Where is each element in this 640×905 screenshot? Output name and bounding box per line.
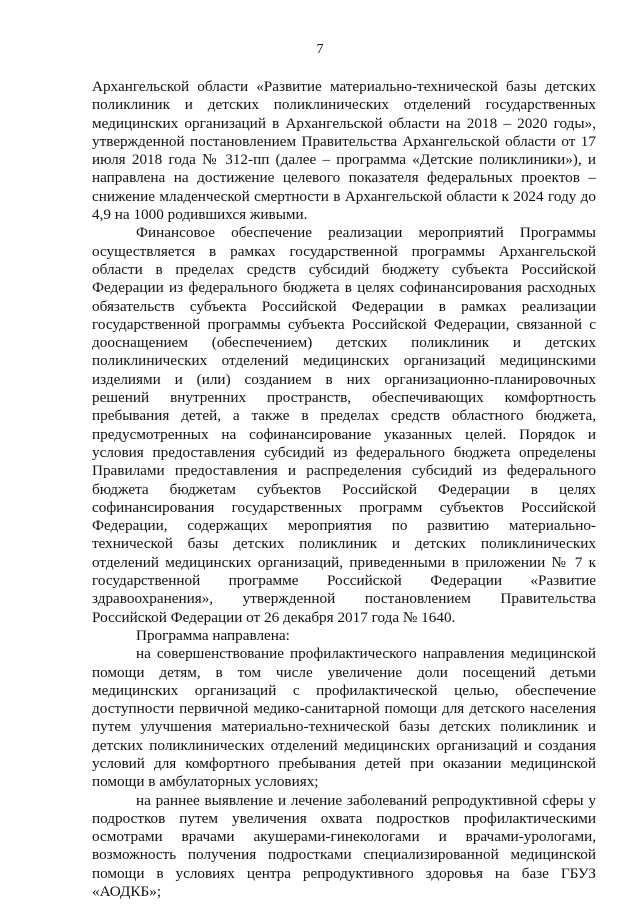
paragraph-program-reference: Архангельской области «Развитие материально-технической базы детских поликлиник и детских поликлинических отделений государственных медицинских организаций в Архангельской области на 2018 – 2020 годы», утвержденной постановлением Правительства Архангельской области от 17 июля 2018 года № 312-пп (далее – программа «Детские поликлиники»), и направлена на достижение целевого показателя федеральных проектов – снижение младенческой смертности в Архангельской области к 2024 году до 4,9 на 1000 родившихся живыми. [92,78,596,224]
paragraph-aim-prevention: на совершенствование профилактического направления медицинской помощи детям, в том числе увеличение доли посещений детьми медицинских организаций с профилактической целью, обеспечение доступности первичной медико-санитарной помощи для детского населения путем улучшения материально-технической базы детских поликлиник и детских поликлинических отделений медицинских организаций и создания условий для комфортного пребывания детей при оказании медицинской помощи в амбулаторных условиях; [92,645,596,791]
paragraph-program-aims-intro: Программа направлена: [136,626,290,644]
paragraph-aim-reproductive-health: на раннее выявление и лечение заболеваний репродуктивной сферы у подростков путем увеличения охвата подростков профилактическими осмотрами врачами акушерами-гинекологами и врачами-урологами, возможность получения подростками специализированной медицинской помощи в условиях центра репродуктивного здоровья на базе ГБУЗ «АОДКБ»; [92,791,596,901]
body-text [92,78,596,901]
paragraph-financing: Финансовое обеспечение реализации мероприятий Программы осуществляется в рамках государственной программы Архангельской области в пределах средств субсидий бюджету субъекта Российской Федерации из федерального бюджета в целях софинансирования расходных обязательств субъекта Российской Федерации в рамках реализации государственной программы субъекта Российской Федерации, связанной с дооснащением (обеспечением) детских поликлиник и детских поликлинических отделений медицинских организаций медицинскими изделиями и (или) созданием в них организационно-планировочных решений внутренних пространств, обеспечивающих комфортность пребывания детей, а также в пределах средств областного бюджета, предусмотренных на софинансирование указанных целей. Порядок и условия предоставления субсидий из федерального бюджета определены Правилами предоставления и распределения субсидий из федерального бюджета бюджетам субъектов Российской Федерации в целях софинансирования государственных программ субъектов Российской Федерации, содержащих мероприятия по развитию материально-технической базы детских поликлиник и детских поликлинических отделений медицинских организаций, приведенными в приложении № 7 к государственной программе Российской Федерации «Развитие здравоохранения», утвержденной постановлением Правительства Российской Федерации от 26 декабря 2017 года № 1640. [92,224,596,626]
page-number: 7 [316,42,324,57]
